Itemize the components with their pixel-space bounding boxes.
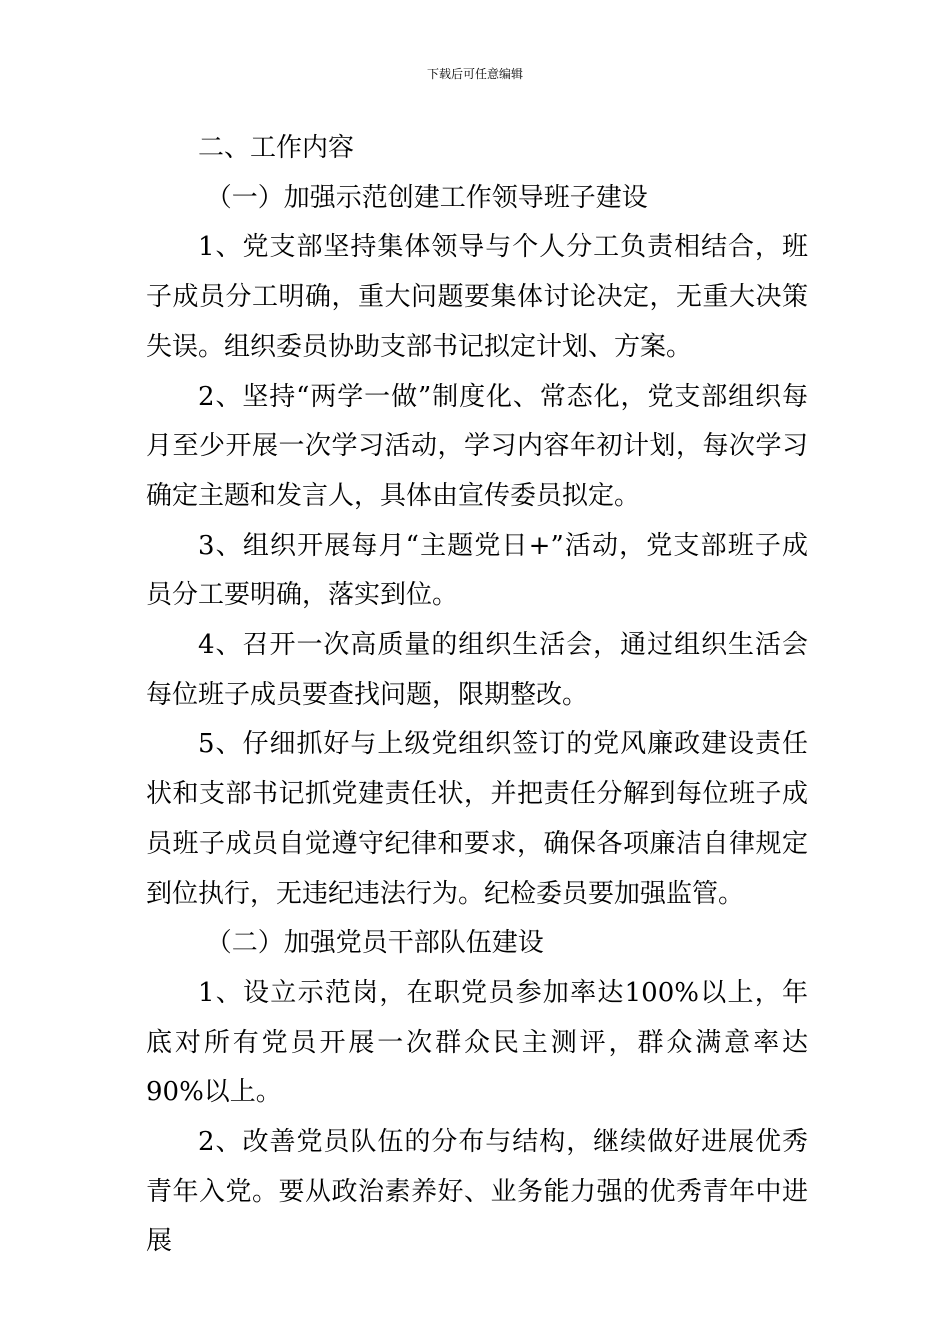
- paragraph: 4、召开一次高质量的组织生活会，通过组织生活会每位班子成员要查找问题，限期整改。: [146, 630, 808, 710]
- section-heading: 二、工作内容: [198, 133, 355, 163]
- paragraph: 2、坚持“两学一做”制度化、常态化，党支部组织每月至少开展一次学习活动，学习内容年初计划，每次学习确定主题和发言人，具体由宣传委员拟定。: [146, 381, 808, 511]
- paragraph: 3、组织开展每月“主题党日+”活动，党支部班子成员分工要明确，落实到位。: [146, 530, 808, 611]
- document-body: [146, 124, 808, 1267]
- page-header: 下载后可任意编辑: [426, 67, 523, 81]
- paragraph: 2、改善党员队伍的分布与结构，继续做好进展优秀青年入党。要从政治素养好、业务能力强的优秀青年中进展: [146, 1127, 808, 1257]
- paragraph: 1、设立示范岗，在职党员参加率达100%以上，年底对所有党员开展一次群众民主测评，群众满意率达 90%以上。: [146, 977, 808, 1108]
- subsection-heading: （一）加强示范创建工作领导班子建设: [205, 182, 648, 213]
- subsection-heading: （二）加强党员干部队伍建设: [205, 928, 544, 959]
- paragraph: 1、党支部坚持集体领导与个人分工负责相结合，班子成员分工明确，重大问题要集体讨论决定，无重大决策失误。组织委员协助支部书记拟定计划、方案。: [146, 232, 808, 362]
- paragraph: 5、仔细抓好与上级党组织签订的党风廉政建设责任状和支部书记抓党建责任状，并把责任分解到每位班子成员班子成员自觉遵守纪律和要求，确保各项廉洁自律规定到位执行，无违纪违法行为。纪检委员要加强监管。: [146, 729, 808, 909]
